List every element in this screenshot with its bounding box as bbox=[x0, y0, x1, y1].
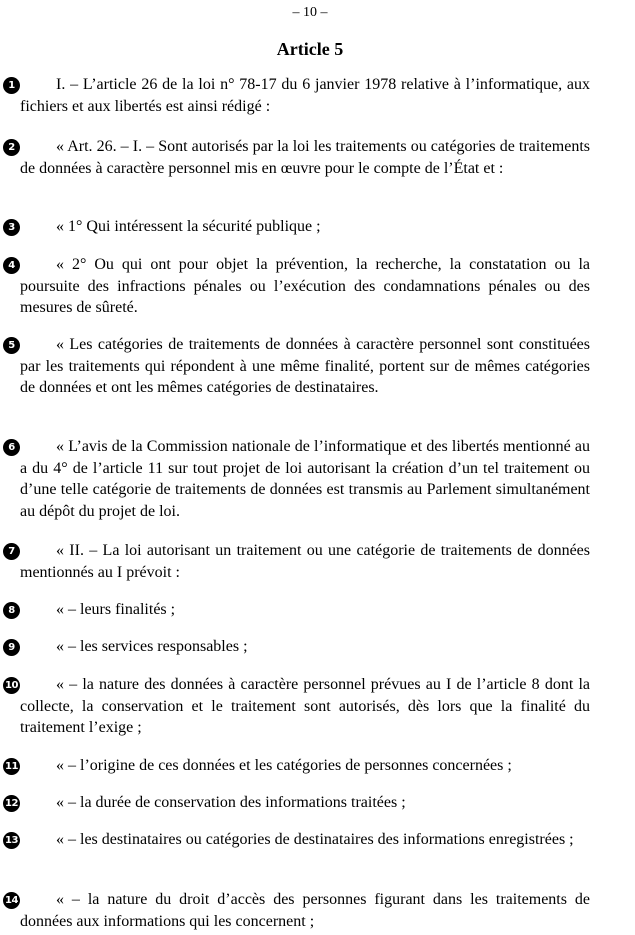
paragraph-number-badge: 10 bbox=[3, 677, 20, 694]
paragraph-number-badge: 1 bbox=[3, 77, 20, 94]
paragraph-number-badge: 11 bbox=[3, 758, 20, 775]
paragraph-number-badge: 2 bbox=[3, 139, 20, 156]
paragraph-text: « – la nature du droit d’accès des personnes figurant dans les traitements de données aux informations qui les concernent ; bbox=[20, 891, 590, 930]
paragraph-text: « Les catégories de traitements de données à caractère personnel sont constituées par les traitements qui répondent à une même finalité, portent sur de mêmes catégories de données et ont les mêmes catégories de destinataires. bbox=[20, 336, 590, 396]
paragraph-text: « Art. 26. – I. – Sont autorisés par la loi les traitements ou catégories de traitements de données à caractère personnel mis en œuvre pour le compte de l’État et : bbox=[20, 138, 590, 177]
paragraph-text: I. – L’article 26 de la loi n° 78-17 du 6 janvier 1978 relative à l’informatique, aux fichiers et aux libertés est ainsi rédigé : bbox=[20, 76, 590, 115]
paragraph-number-badge: 14 bbox=[3, 892, 20, 909]
paragraph-text: « – l’origine de ces données et les catégories de personnes concernées ; bbox=[56, 757, 512, 774]
paragraph-number-badge: 12 bbox=[3, 795, 20, 812]
paragraph-text: « 2° Ou qui ont pour objet la prévention, la recherche, la constatation ou la poursuite des infractions pénales ou l’exécution des condamnations pénales ou des mesures de sûreté. bbox=[20, 256, 590, 316]
paragraph-text: « – leurs finalités ; bbox=[56, 601, 176, 618]
paragraph-text: « 1° Qui intéressent la sécurité publique ; bbox=[56, 218, 321, 235]
paragraph-text: « – les services responsables ; bbox=[56, 638, 248, 655]
paragraph-text: « L’avis de la Commission nationale de l’informatique et des libertés mentionné au a du 4° de l’article 11 sur tout projet de loi autorisant la création d’un tel traitement ou d’une telle catégorie de traitements de données est transmis au Parlement simultanément au dépôt du projet de loi. bbox=[20, 438, 590, 520]
paragraph-number-badge: 4 bbox=[3, 257, 20, 274]
paragraph-text: « – la nature des données à caractère personnel prévues au I de l’article 8 dont la collecte, la conservation et le traitement sont autorisés, dès lors que la finalité du traitement l’exige ; bbox=[20, 676, 590, 736]
page-number: – 10 – bbox=[292, 5, 328, 20]
paragraph-text: « – la durée de conservation des informations traitées ; bbox=[56, 794, 406, 811]
paragraph-number-badge: 8 bbox=[3, 602, 20, 619]
paragraph-number-badge: 9 bbox=[3, 639, 20, 656]
paragraph-number-badge: 13 bbox=[3, 832, 20, 849]
paragraph-number-badge: 5 bbox=[3, 337, 20, 354]
paragraph-text: « – les destinataires ou catégories de destinataires des informations enregistrées ; bbox=[56, 831, 574, 848]
article-title: Article 5 bbox=[276, 39, 344, 59]
paragraph-number-badge: 6 bbox=[3, 439, 20, 456]
paragraph-number-badge: 3 bbox=[3, 219, 20, 236]
paragraph-number-badge: 7 bbox=[3, 543, 20, 560]
paragraph-text: « II. – La loi autorisant un traitement ou une catégorie de traitements de données mentionnés au I prévoit : bbox=[20, 542, 590, 581]
